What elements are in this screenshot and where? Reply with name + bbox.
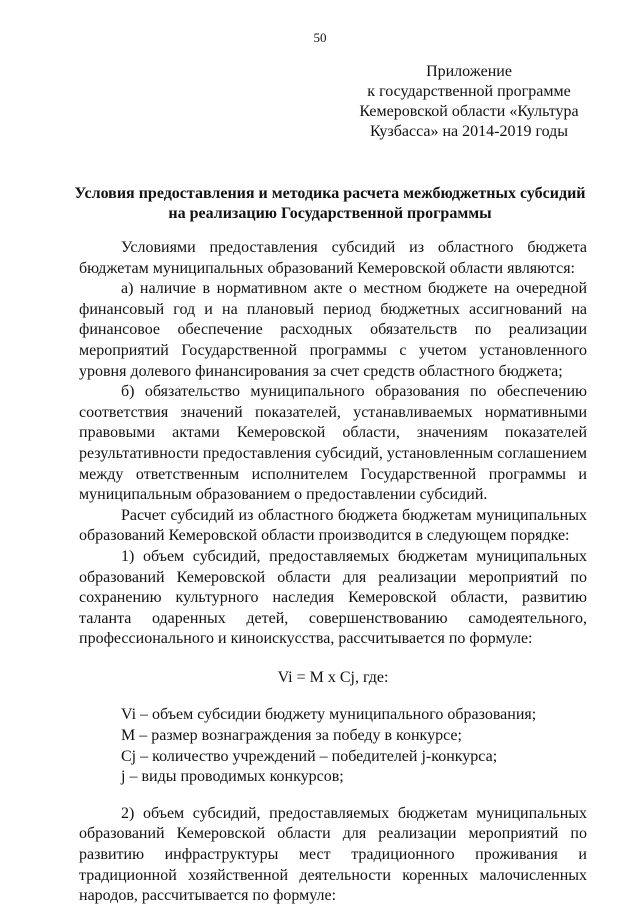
paragraph-condition-b: б) обязательство муниципального образования по обеспечению соответствия значений показателей, устанавливаемых нормативными правовыми актами Кемеровской области, значениям показателей результативности предоставления субсидий, установленным соглашением между ответственным исполнителем Государственной программы и муниципальным образованием о предоставлении субсидий. [79, 383, 587, 504]
definition-item: M – размер вознаграждения за победу в конкурсе; [121, 727, 462, 745]
definition-item: Cj – количество учреждений – победителей j-конкурса; [121, 747, 498, 765]
section-heading [70, 184, 590, 224]
paragraph-condition-a: а) наличие в нормативном акте о местном бюджете на очередной финансовый год и на плановый период бюджетных ассигнований на финансовое обеспечение расходных обязательств по реализации мероприятий Государственной программы с учетом установленного уровня долевого финансирования за счет средств областного бюджета; [79, 280, 587, 380]
paragraph-conditions: Условиями предоставления субсидий из областного бюджета бюджетам муниципальных образований Кемеровской области являются: [79, 239, 587, 277]
appendix-block [340, 62, 598, 142]
paragraph-item-2: 2) объем субсидий, предоставляемых бюджетам муниципальных образований Кемеровской области для реализации мероприятий по развитию инфраструктуры мест традиционного проживания и традиционной хозяйственной деятельности коренных малочисленных народов, рассчитывается по формуле: [79, 804, 587, 905]
page-number: 50 [313, 30, 327, 45]
formula: Vi = M x Cj, где: [277, 668, 389, 686]
formula-definitions [79, 705, 587, 787]
heading-line-2: на реализацию Государственной программы [168, 205, 492, 222]
definition-item: j – виды проводимых конкурсов; [121, 768, 344, 786]
appendix-line: Кемеровской области «Культура [359, 103, 579, 120]
paragraph-calculation: Расчет субсидий из областного бюджета бюджетам муниципальных образований Кемеровской области производится в следующем порядке: [79, 506, 587, 545]
appendix-line: Кузбасса» на 2014-2019 годы [369, 123, 569, 140]
appendix-line: Приложение [426, 63, 512, 80]
paragraph-item-1: 1) объем субсидий, предоставляемых бюджетам муниципальных образований Кемеровской области для реализации мероприятий по сохранению культурного наследия Кемеровской области, развитию таланта одаренных детей, совершенствованию самодеятельного, профессионального и киноискусства, рассчитывается по формуле: [79, 547, 587, 648]
appendix-line: к государственной программе [367, 83, 571, 100]
heading-line-1: Условия предоставления и методика расчета межбюджетных субсидий [74, 185, 586, 202]
definition-item: Vi – объем субсидии бюджету муниципального образования; [121, 706, 537, 724]
body-text [79, 238, 587, 907]
